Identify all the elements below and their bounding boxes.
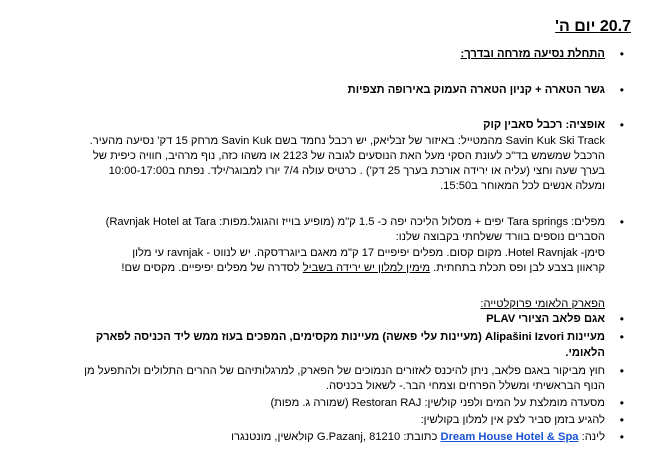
tara-line-4-a: קראוון בצבע לבן ופס תכלת בתחתית.	[430, 262, 605, 274]
savin-line-2: הרכבל שמשמש בד"כ לעונת הסקי מעל האת הנוסעים לגובה של 2123 או משהו כזה, נוף מרהיב, חוויה כיפית של	[92, 150, 605, 162]
lodging-address: כתובת: G.Pazanj, 81210 קולאשין, מונטנגרו	[231, 431, 441, 443]
alipasin-line-1: מעיינות Alipašini Izvori (מעיינות עלי פאשה) מעיינות מקסימים, המפכים בעוז ממש ליד הכניסה לפארק	[95, 331, 605, 343]
park-heading: הפארק הלאומי פרוקלטייה:	[480, 298, 605, 310]
bullet-icon: •	[619, 396, 624, 410]
list-item-optional	[10, 118, 627, 133]
bullet-icon: •	[619, 215, 624, 229]
list-item-bridge	[10, 83, 627, 98]
tara-line-4-c: לסדרה של מפלים יפיפיים. מקסים שם!	[121, 262, 303, 274]
departure-text: התחלת נסיעה מזרחה ובדרך:	[460, 48, 605, 60]
bullet-icon: •	[619, 312, 624, 326]
list-item-hike	[10, 364, 627, 379]
bullet-icon: •	[619, 430, 624, 444]
hotel-link[interactable]: Dream House Hotel & Spa	[440, 431, 579, 443]
list-item-alipasin	[10, 330, 627, 345]
bullet-icon: •	[619, 330, 624, 344]
tara-line-4	[10, 261, 627, 276]
bullet-icon: •	[619, 83, 624, 97]
bullet-icon: •	[619, 364, 624, 378]
alipasin-line-2: הלאומי.	[565, 347, 605, 359]
optional-label: אופציה: רכבל סאבין קוק	[483, 119, 605, 131]
restaurant-text: מסעדה מומלצת על המים ולפני קולשין: Restoran RAJ (שמורה ג. מפות)	[270, 397, 605, 409]
arrive-text: להגיע בזמן סביר לצק אין למלון בקולשין:	[420, 414, 605, 426]
savin-line-4: ומעלה אנשים לכל המאוחר ב15:50.	[440, 180, 605, 192]
list-item-restaurant	[10, 396, 627, 411]
bullet-icon: •	[619, 118, 624, 132]
list-item-plav	[10, 312, 627, 327]
list-item-lodging	[10, 430, 627, 445]
tara-line-2: הסברים נוספים בוורד ששלחתי בקבוצה שלנו:	[395, 231, 605, 243]
lodging-label: לינה:	[578, 431, 605, 443]
tara-line-1: מפלים: Tara springs יפים + מסלול הליכה יפה כ- 1.5 ק"מ (מופיע בוייז והגוגל.מפות: Ravnjak Hotel at Tara)	[105, 216, 605, 228]
plav-text: אגם פלאב הציורי PLAV	[486, 313, 605, 325]
hike-line-2: הנוף הבראשיתי ומשלל הפרחים וצמחי הבר.- לשאול בכניסה.	[325, 380, 605, 392]
page-title: 20.7 יום ה'	[555, 18, 631, 35]
savin-line-1: Savin Kuk Ski Track מהמטייל: באיזור של זבליאק, יש רכבל נחמד בשם Savin Kuk מרחק 15 דק' נסיעה מהעיר.	[89, 135, 605, 147]
bridge-text: גשר הטארה + קניון הטארה העמוק באירופה תצפיות	[347, 84, 605, 96]
bullet-icon: •	[619, 47, 624, 61]
list-item-arrive	[10, 413, 627, 428]
bullet-icon: •	[619, 413, 624, 427]
tara-line-4-b: מימין למלון יש ירידה בשביל	[302, 262, 431, 274]
savin-line-3: בערך שעה וחצי (עליה או ירידה אורכת בערך 25 דק') . כרטיס עולה 7/4 יורו למבוגר/ילד. נפתח ב10:00-17:00	[108, 165, 605, 177]
list-item-tara	[10, 215, 627, 230]
hike-line-1: חוץ מביקור באגם פלאב, ניתן להיכנס לאזורים הנמוכים של הפארק, למרגלותיהם של ההרים התלולים ולהתפעל מן	[84, 365, 605, 377]
tara-line-3: סימן- Hotel Ravnjak. מקום קסום. מפלים יפיפיים 17 ק"מ מאגם ביוגרדסקה. יש לנווט - ravnjak עי מלון	[132, 247, 605, 259]
list-item-departure	[10, 47, 627, 62]
